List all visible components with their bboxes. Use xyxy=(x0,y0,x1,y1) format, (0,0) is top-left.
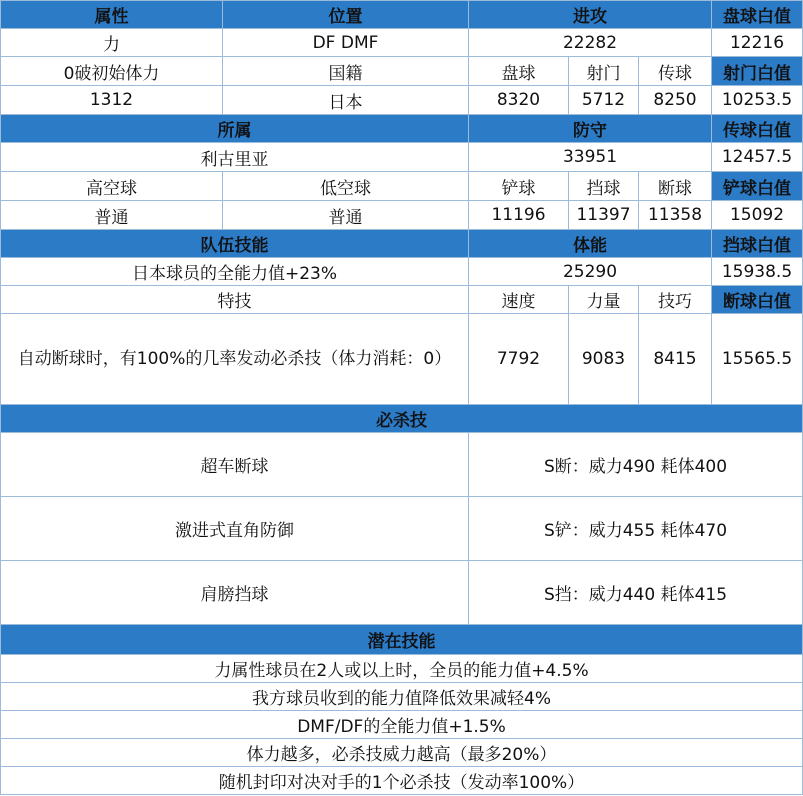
special-move-detail: S铲：威力455 耗体470 xyxy=(469,497,803,561)
high-ball-value: 普通 xyxy=(1,201,223,230)
header-pass: 传球 xyxy=(639,57,712,86)
club-value: 利古里亚 xyxy=(1,143,469,172)
potential-skill-item: DMF/DF的全能力值+1.5% xyxy=(1,711,803,739)
header-defense: 防守 xyxy=(469,115,712,143)
potential-skill-item: 体力越多，必杀技威力越高（最多20%） xyxy=(1,739,803,767)
header-power: 力量 xyxy=(569,286,639,314)
intercept-value: 11358 xyxy=(639,201,712,230)
header-attribute: 属性 xyxy=(1,1,223,29)
low-ball-value: 普通 xyxy=(223,201,469,230)
nationality-value: 日本 xyxy=(223,86,469,115)
header-special-moves: 必杀技 xyxy=(1,405,803,433)
header-tackle-white: 铲球白值 xyxy=(712,172,803,201)
dribble-value: 8320 xyxy=(469,86,569,115)
trait-value: 自动断球时，有100%的几率发动必杀技（体力消耗：0） xyxy=(1,314,469,405)
header-trait: 特技 xyxy=(1,286,469,314)
shoot-white-value: 10253.5 xyxy=(712,86,803,115)
header-technique: 技巧 xyxy=(639,286,712,314)
position-value: DF DMF xyxy=(223,29,469,57)
special-move-detail: S挡：威力440 耗体415 xyxy=(469,561,803,625)
pass-value: 8250 xyxy=(639,86,712,115)
potential-skill-item: 随机封印对决对手的1个必杀技（发动率100%） xyxy=(1,767,803,795)
header-physical: 体能 xyxy=(469,230,712,258)
header-intercept: 断球 xyxy=(639,172,712,201)
potential-skill-item: 力属性球员在2人或以上时，全员的能力值+4.5% xyxy=(1,655,803,683)
header-initial-stamina: 0破初始体力 xyxy=(1,57,223,86)
special-move-detail: S断：威力490 耗体400 xyxy=(469,433,803,497)
power-value: 9083 xyxy=(569,314,639,405)
shoot-value: 5712 xyxy=(569,86,639,115)
technique-value: 8415 xyxy=(639,314,712,405)
block-white-value: 15938.5 xyxy=(712,258,803,286)
header-low-ball: 低空球 xyxy=(223,172,469,201)
header-dribble: 盘球 xyxy=(469,57,569,86)
dribble-white-value: 12216 xyxy=(712,29,803,57)
header-club: 所属 xyxy=(1,115,469,143)
header-pass-white: 传球白值 xyxy=(712,115,803,143)
header-shoot: 射门 xyxy=(569,57,639,86)
defense-value: 33951 xyxy=(469,143,712,172)
pass-white-value: 12457.5 xyxy=(712,143,803,172)
special-move-name: 肩膀挡球 xyxy=(1,561,469,625)
team-skill-value: 日本球员的全能力值+23% xyxy=(1,258,469,286)
special-move-name: 激进式直角防御 xyxy=(1,497,469,561)
header-intercept-white: 断球白值 xyxy=(712,286,803,314)
header-team-skill: 队伍技能 xyxy=(1,230,469,258)
header-high-ball: 高空球 xyxy=(1,172,223,201)
intercept-white-value: 15565.5 xyxy=(712,314,803,405)
header-dribble-white: 盘球白值 xyxy=(712,1,803,29)
tackle-white-value: 15092 xyxy=(712,201,803,230)
header-potential-skills: 潜在技能 xyxy=(1,625,803,655)
special-move-name: 超车断球 xyxy=(1,433,469,497)
initial-stamina-value: 1312 xyxy=(1,86,223,115)
attribute-value: 力 xyxy=(1,29,223,57)
header-tackle: 铲球 xyxy=(469,172,569,201)
header-speed: 速度 xyxy=(469,286,569,314)
header-offense: 进攻 xyxy=(469,1,712,29)
tackle-value: 11196 xyxy=(469,201,569,230)
header-nationality: 国籍 xyxy=(223,57,469,86)
potential-skill-item: 我方球员收到的能力值降低效果减轻4% xyxy=(1,683,803,711)
offense-value: 22282 xyxy=(469,29,712,57)
physical-value: 25290 xyxy=(469,258,712,286)
block-value: 11397 xyxy=(569,201,639,230)
speed-value: 7792 xyxy=(469,314,569,405)
header-shoot-white: 射门白值 xyxy=(712,57,803,86)
header-position: 位置 xyxy=(223,1,469,29)
header-block-white: 挡球白值 xyxy=(712,230,803,258)
header-block: 挡球 xyxy=(569,172,639,201)
